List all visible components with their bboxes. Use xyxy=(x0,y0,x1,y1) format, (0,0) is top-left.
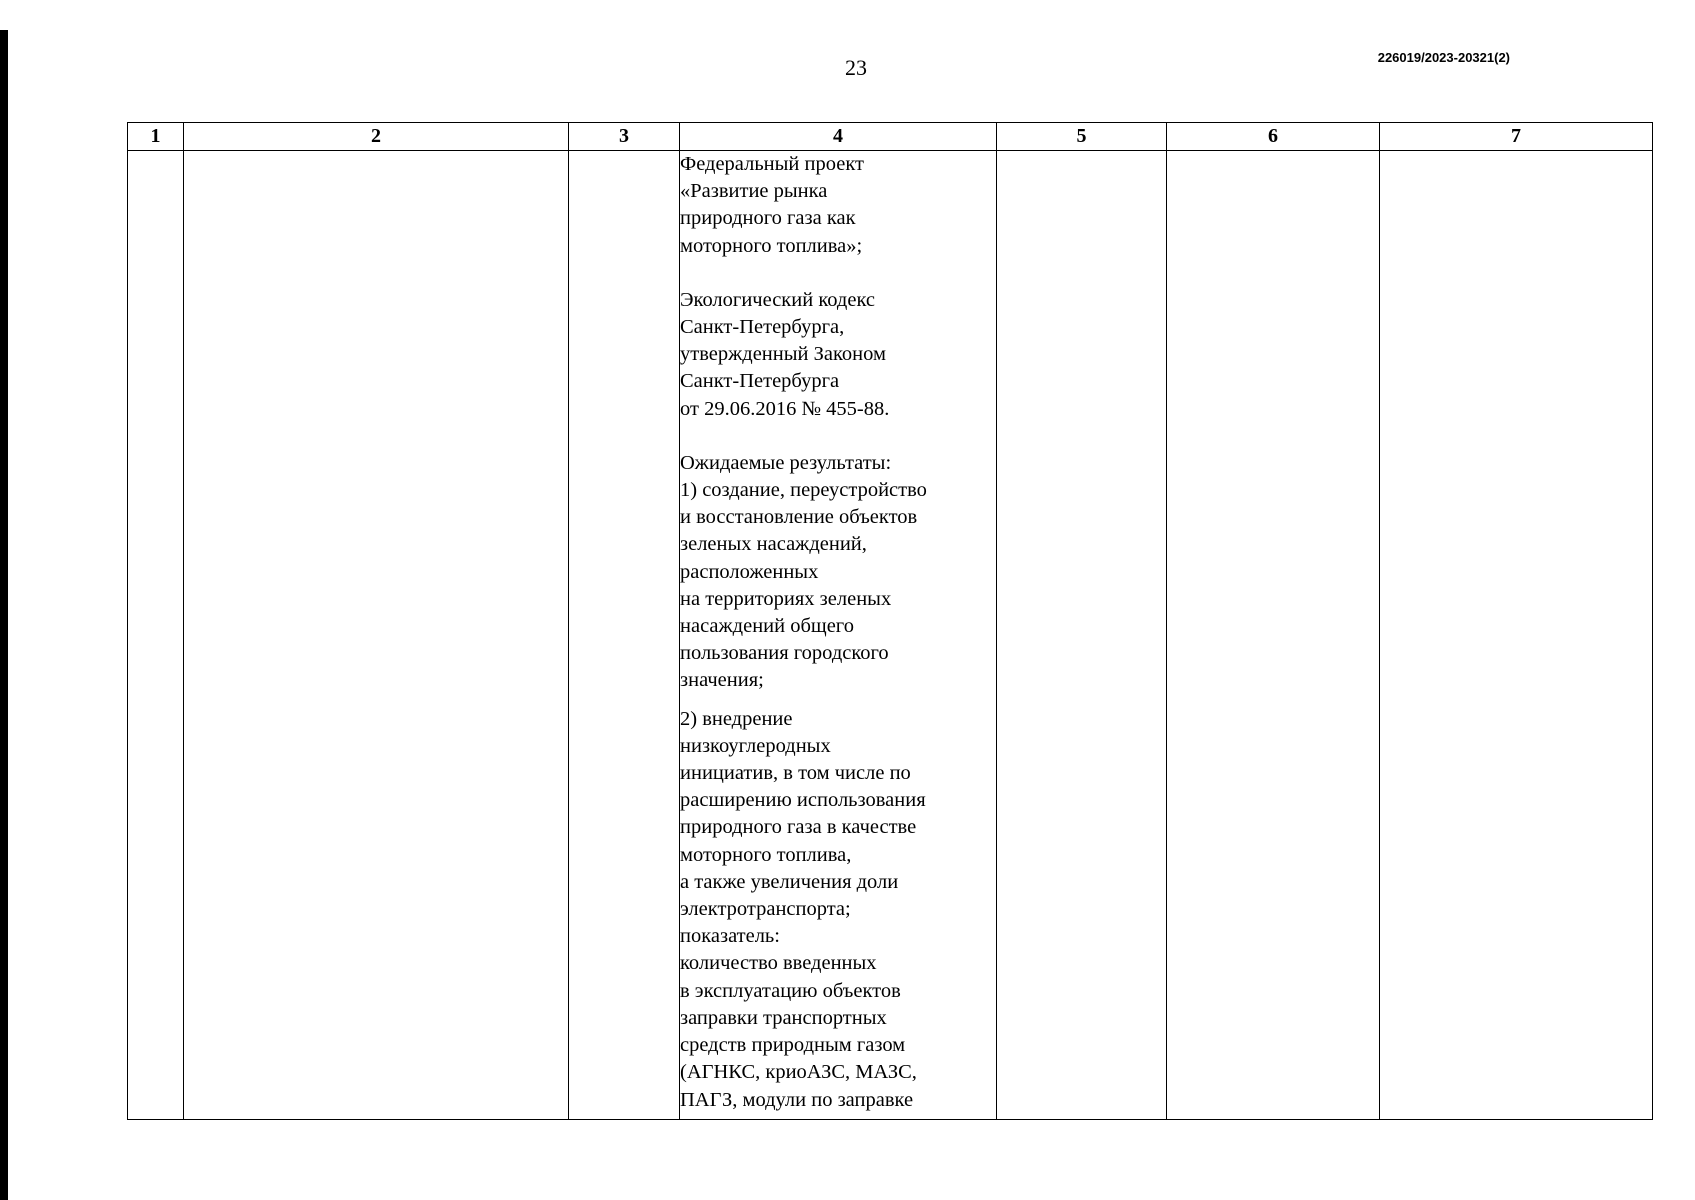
text-line: и восстановление объектов xyxy=(680,506,918,529)
column-header-3: 3 xyxy=(569,123,680,151)
table-row xyxy=(128,151,1653,1120)
cell-col-1 xyxy=(128,151,184,1120)
text-line: насаждений общего xyxy=(680,615,854,638)
text-line: Санкт-Петербурга, xyxy=(680,316,845,339)
text-line: расположенных xyxy=(680,560,819,583)
cell-col-4 xyxy=(680,151,997,1120)
text-line: зеленых насаждений, xyxy=(680,533,867,556)
text-line: моторного топлива, xyxy=(680,843,852,866)
paragraph-low-carbon xyxy=(680,706,996,1114)
cell-col-5 xyxy=(997,151,1167,1120)
paragraph-expected-results xyxy=(680,450,996,695)
text-line: Экологический кодекс xyxy=(680,288,875,311)
text-line: на территориях зеленых xyxy=(680,587,892,610)
text-line: от 29.06.2016 № 455-88. xyxy=(680,397,890,420)
text-line: Ожидаемые результаты: xyxy=(680,451,892,474)
text-line: 2) внедрение xyxy=(680,707,793,730)
column-header-1: 1 xyxy=(128,123,184,151)
text-line: в эксплуатацию объектов xyxy=(680,979,901,1002)
page-number: 23 xyxy=(845,55,867,80)
column-header-5: 5 xyxy=(997,123,1167,151)
paragraph-federal-project xyxy=(680,151,996,260)
cell-col-6 xyxy=(1167,151,1380,1120)
text-line: утвержденный Законом xyxy=(680,343,886,366)
cell-col-2 xyxy=(184,151,569,1120)
column-header-7: 7 xyxy=(1380,123,1653,151)
text-line: пользования городского xyxy=(680,642,889,665)
text-line: природного газа как xyxy=(680,207,856,230)
text-line: «Развитие рынка xyxy=(680,180,828,203)
paragraph-ecological-code xyxy=(680,287,996,423)
text-line: (АГНКС, криоАЗС, МАЗС, xyxy=(680,1061,917,1084)
text-line: заправки транспортных xyxy=(680,1006,887,1029)
text-line: Федеральный проект xyxy=(680,153,864,175)
column-header-4: 4 xyxy=(680,123,997,151)
text-line: природного газа в качестве xyxy=(680,816,917,839)
text-line: средств природным газом xyxy=(680,1034,906,1057)
text-line: низкоуглеродных xyxy=(680,734,831,757)
text-line: а также увеличения доли xyxy=(680,870,899,893)
text-line: моторного топлива»; xyxy=(680,234,863,257)
text-line: Санкт-Петербурга xyxy=(680,370,840,393)
document-code: 226019/2023-20321(2) xyxy=(1377,50,1510,65)
table-header-row xyxy=(128,123,1653,151)
text-line: значения; xyxy=(680,669,764,692)
text-line: 1) создание, переустройство xyxy=(680,479,927,502)
text-line: количество введенных xyxy=(680,952,877,975)
document-table xyxy=(127,122,1653,1120)
text-line: электротранспорта; xyxy=(680,898,851,921)
cell-col-3 xyxy=(569,151,680,1120)
text-line: показатель: xyxy=(680,925,780,948)
cell-col-7 xyxy=(1380,151,1653,1120)
text-line: расширению использования xyxy=(680,789,926,812)
column-header-6: 6 xyxy=(1167,123,1380,151)
text-line: ПАГЗ, модули по заправке xyxy=(680,1088,914,1111)
column-header-2: 2 xyxy=(184,123,569,151)
scan-edge xyxy=(0,30,8,1200)
text-line: инициатив, в том числе по xyxy=(680,762,911,785)
